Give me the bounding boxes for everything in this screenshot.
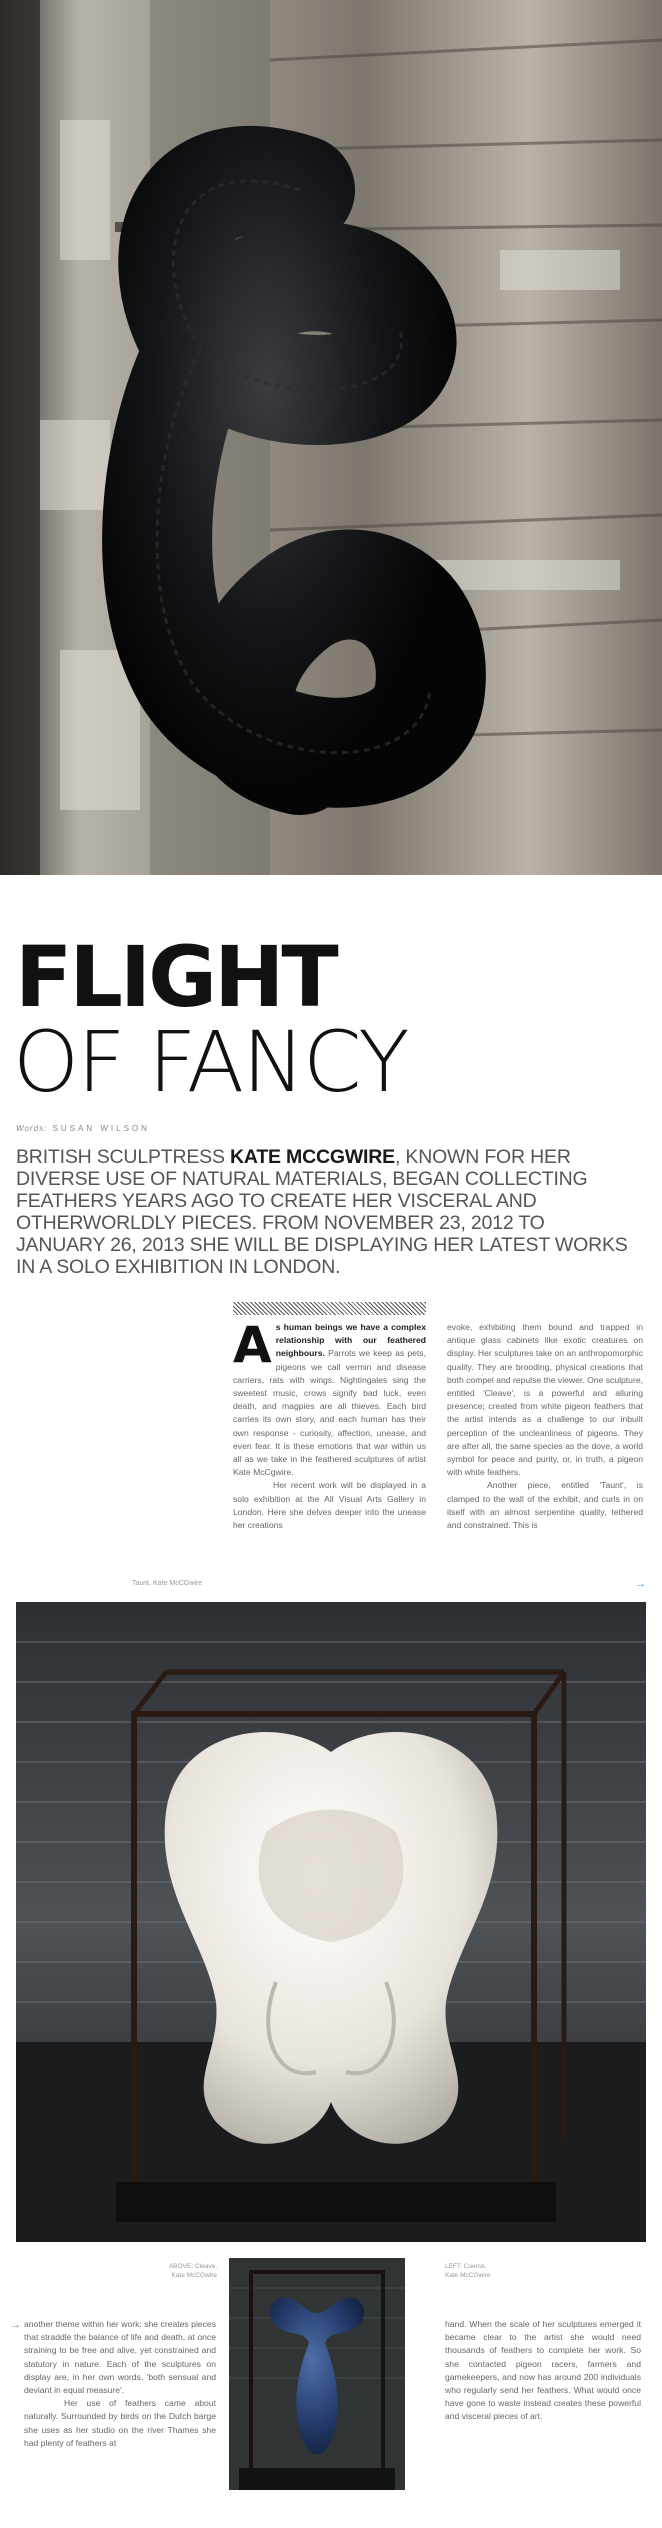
caption-left-artist: Kate McCGwire — [445, 2272, 491, 2279]
artist-name: KATE MCCGWIRE — [230, 1146, 395, 1168]
caption-taunt: Taunt, Kate McCGwire — [132, 1580, 203, 1587]
col3-para1: another theme within her work: she creates pieces that straddle the balance of life and death, at once straining to be free and alive, yet constrained and statutory in nature. Each of the sculptures on display are, in her own words, 'both sensual and deviant in equal measure'. — [24, 2319, 216, 2396]
byline — [16, 1124, 150, 1133]
caption-above — [157, 2262, 217, 2280]
caption-above-artist: Kate McCGwire — [171, 2272, 217, 2279]
headline-line-1: FLIGHT — [15, 928, 336, 1026]
caption-above-title: ABOVE: Cleave, — [168, 2263, 217, 2270]
caption-left — [445, 2262, 525, 2280]
continue-arrow-icon: → — [635, 1578, 646, 1590]
body-column-3 — [24, 2318, 216, 2450]
headline-line-2: OF FANCY — [13, 1013, 408, 1111]
hatch-divider — [233, 1302, 426, 1315]
standfirst — [16, 1146, 638, 1278]
caption-left-title: LEFT: Coerce, — [445, 2263, 487, 2270]
photo-cleave — [16, 1602, 646, 2242]
drop-cap: A — [233, 1316, 272, 1374]
col1-para2: Her recent work will be displayed in a solo exhibition at the All Visual Arts Gallery in London. Here she delves deeper into the unease her creations — [233, 1480, 426, 1531]
body-column-2 — [447, 1321, 643, 1532]
continued-from-arrow-icon: → — [10, 2319, 21, 2331]
lead-text: s human beings we have a complex relationship with our feathered neighbours. — [275, 1322, 426, 1359]
col3-para2: Her use of feathers came about naturally. Surrounded by birds on the Dutch barge she uses as her studio on the river Thames she had plenty of feathers at — [24, 2398, 216, 2448]
body-column-4 — [445, 2318, 641, 2424]
byline-label: Words: — [16, 1124, 48, 1133]
col2-para2: Another piece, entitled 'Taunt', is clamped to the wall of the exhibit, and curls in on itself with an almost serpentine quality, tethered and constrained. This is — [447, 1480, 643, 1531]
standfirst-before: BRITISH SCULPTRESS — [16, 1146, 230, 1168]
col2-para1: evoke, exhibiting them bound and trapped in antique glass cabinets like exotic creatures on display. Her sculptures take on an anthropomorphic quality. They are brooding, physical creations that both compel and repulse the viewer. One sculpture, entitled 'Cleave', is a powerful and alluring presence; created from white pigeon feathers that the artist intends as a challenge to our inbuilt perception of the uncleanliness of pigeons. They are after all, the same species as the dove, a world symbol for peace and purity, or, in truth, a pigeon with white feathers. — [447, 1322, 643, 1478]
body-column-1 — [233, 1316, 426, 1532]
col1-para1: Parrots we keep as pets, pigeons we call vermin and disease carriers, rats with wings. Nightingales sing the sweetest music, crows signify bad luck, even death, and magpies are all thieves. Each bird carries its own story, and each human has their own response - curiosity, affection, unease, and even fear. It is these emotions that war within us all as we take in the feathered sculptures of artist Kate McCgwire. — [233, 1348, 426, 1478]
photo-coerce — [229, 2258, 405, 2490]
hero-photo-taunt — [0, 0, 662, 875]
byline-author: SUSAN WILSON — [52, 1124, 150, 1133]
standfirst-after: , KNOWN FOR HER DIVERSE USE OF NATURAL MATERIALS, BEGAN COLLECTING FEATHERS YEARS AGO TO CREATE HER VISCERAL AND OTHERWORLDLY PIECES. FROM NOVEMBER 23, 2012 TO JANUARY 26, 2013 SHE WILL BE DISPLAYING HER LATEST WORKS IN A SOLO EXHIBITION IN LONDON. — [16, 1146, 628, 1278]
col4-para1: hand. When the scale of her sculptures emerged it became clear to the artist she would need thousands of feathers to complete her work. So she contacted pigeon racers, farmers and gamekeepers, and now has around 200 individuals who regularly send her feathers. What would once have gone to waste instead creates these powerful and visceral pieces of art. — [445, 2319, 641, 2422]
